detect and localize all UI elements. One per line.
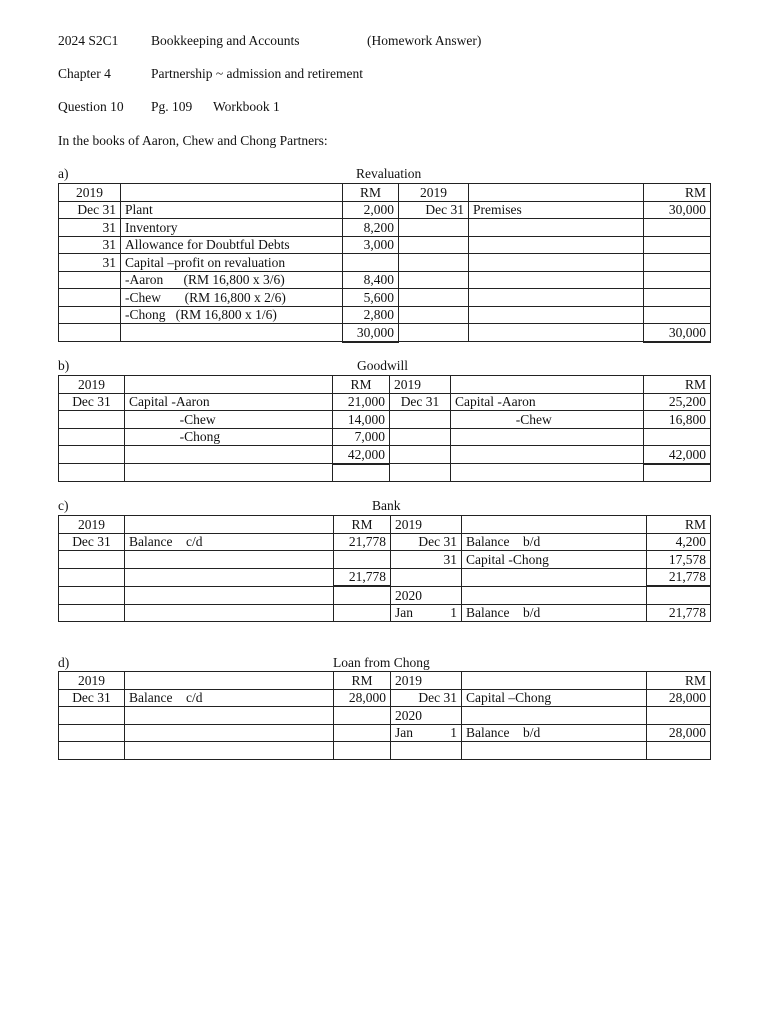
header-page: Pg. 109 (151, 99, 193, 114)
date-cell: 31 (59, 254, 121, 272)
amount-cell: 28,000 (647, 724, 711, 742)
table-row (59, 219, 711, 237)
date-cell: Dec 31 (59, 201, 121, 219)
table-row (59, 376, 711, 394)
table-row (59, 464, 711, 482)
year-cell: 2019 (59, 672, 125, 690)
total-row (59, 324, 711, 342)
amount-cell: 5,600 (343, 289, 399, 307)
amount-cell: 21,778 (334, 533, 391, 551)
desc-cell: -Chew (125, 411, 333, 429)
header-workbook: Workbook 1 (213, 99, 280, 114)
year-cell: 2019 (399, 184, 469, 202)
year-cell: 2020 (391, 707, 462, 725)
table-row (59, 707, 711, 725)
amount-cell (343, 254, 399, 272)
rm-header: RM (343, 184, 399, 202)
desc-cell: Balance c/d (125, 689, 334, 707)
year-cell: 2019 (59, 516, 125, 534)
amount-cell: 7,000 (333, 428, 390, 446)
table-row (59, 516, 711, 534)
table-row (59, 724, 711, 742)
date-cell: Dec 31 (59, 533, 125, 551)
desc-cell: Capital -Chong (462, 551, 647, 569)
table-row (59, 742, 711, 760)
table-row (59, 289, 711, 307)
part-c-label: c) (58, 498, 69, 513)
year-cell: 2019 (390, 376, 451, 394)
table-row (59, 428, 711, 446)
desc-cell: -Chew (451, 411, 644, 429)
table-row (59, 604, 711, 622)
table-row (59, 533, 711, 551)
day: 1 (450, 605, 457, 621)
total-row (59, 568, 711, 586)
date-cell: Dec 31 (59, 689, 125, 707)
total-debit: 42,000 (333, 446, 390, 464)
desc-cell: Capital -Aaron (125, 393, 333, 411)
revaluation-account (58, 183, 711, 343)
table-row (59, 672, 711, 690)
amount-cell: 8,200 (343, 219, 399, 237)
date-cell: Dec 31 (59, 393, 125, 411)
desc-cell: Balance c/d (125, 533, 334, 551)
amount-cell: 16,800 (644, 411, 711, 429)
table-row (59, 184, 711, 202)
desc-cell: -Chong (RM 16,800 x 1/6) (121, 306, 343, 324)
desc-cell: Balance b/d (462, 533, 647, 551)
desc-cell: Premises (469, 201, 644, 219)
amount-cell: 30,000 (644, 201, 711, 219)
amount-cell: 28,000 (334, 689, 391, 707)
date-cell (391, 724, 462, 742)
desc-cell: Capital –Chong (462, 689, 647, 707)
rm-header: RM (647, 672, 711, 690)
rm-header: RM (334, 672, 391, 690)
desc-cell: Inventory (121, 219, 343, 237)
header-chapter: Chapter 4 (58, 66, 111, 81)
amount-cell: 21,778 (647, 604, 711, 622)
total-debit: 30,000 (343, 324, 399, 342)
rm-header: RM (334, 516, 391, 534)
date-cell: Dec 31 (391, 689, 462, 707)
rm-header: RM (647, 516, 711, 534)
loan-account (58, 671, 711, 760)
desc-cell: Balance b/d (462, 724, 647, 742)
header-note: (Homework Answer) (367, 33, 482, 48)
loan-title: Loan from Chong (333, 655, 430, 670)
part-d-label: d) (58, 655, 70, 670)
header-question: Question 10 (58, 99, 124, 114)
rm-header: RM (644, 184, 711, 202)
amount-cell: 21,000 (333, 393, 390, 411)
amount-cell: 28,000 (647, 689, 711, 707)
total-credit: 42,000 (644, 446, 711, 464)
desc-cell: Capital -Aaron (451, 393, 644, 411)
desc-cell: Plant (121, 201, 343, 219)
header-topic: Partnership ~ admission and retirement (151, 66, 364, 81)
desc-cell: -Aaron (RM 16,800 x 3/6) (121, 271, 343, 289)
date-cell: Dec 31 (391, 533, 462, 551)
desc-cell: -Chew (RM 16,800 x 2/6) (121, 289, 343, 307)
year-cell: 2020 (391, 586, 462, 604)
date-cell: 31 (59, 219, 121, 237)
total-credit: 30,000 (644, 324, 711, 342)
bank-title: Bank (372, 498, 401, 513)
month: Jan (395, 725, 413, 741)
year-cell: 2019 (391, 672, 462, 690)
total-row (59, 446, 711, 464)
amount-cell: 25,200 (644, 393, 711, 411)
table-row (59, 411, 711, 429)
date-cell: 31 (391, 551, 462, 569)
revaluation-title: Revaluation (356, 166, 422, 181)
amount-cell: 2,800 (343, 306, 399, 324)
part-b-label: b) (58, 358, 70, 373)
rm-header: RM (333, 376, 390, 394)
amount-cell: 2,000 (343, 201, 399, 219)
header-code: 2024 S2C1 (58, 33, 119, 48)
year-cell: 2019 (391, 516, 462, 534)
table-row (59, 551, 711, 569)
desc-cell: Capital –profit on revaluation (121, 254, 343, 272)
total-debit: 21,778 (334, 568, 391, 586)
total-credit: 21,778 (647, 568, 711, 586)
table-row (59, 306, 711, 324)
table-row (59, 393, 711, 411)
date-cell: Dec 31 (399, 201, 469, 219)
desc-cell: Balance b/d (462, 604, 647, 622)
table-row (59, 254, 711, 272)
table-row (59, 236, 711, 254)
amount-cell: 4,200 (647, 533, 711, 551)
amount-cell: 14,000 (333, 411, 390, 429)
table-row (59, 271, 711, 289)
table-row (59, 201, 711, 219)
table-row (59, 689, 711, 707)
header-subject: Bookkeeping and Accounts (151, 33, 300, 48)
year-cell: 2019 (59, 376, 125, 394)
rm-header: RM (644, 376, 711, 394)
amount-cell: 8,400 (343, 271, 399, 289)
goodwill-account (58, 375, 711, 482)
date-cell: 31 (59, 236, 121, 254)
amount-cell: 17,578 (647, 551, 711, 569)
date-cell: Dec 31 (390, 393, 451, 411)
part-a-label: a) (58, 166, 69, 181)
bank-account (58, 515, 711, 622)
intro-text: In the books of Aaron, Chew and Chong Partners: (58, 133, 328, 148)
month: Jan (395, 605, 413, 621)
day: 1 (450, 725, 457, 741)
date-cell (391, 604, 462, 622)
desc-cell: -Chong (125, 428, 333, 446)
amount-cell: 3,000 (343, 236, 399, 254)
goodwill-title: Goodwill (357, 358, 409, 373)
year-cell: 2019 (59, 184, 121, 202)
table-row (59, 586, 711, 604)
desc-cell: Allowance for Doubtful Debts (121, 236, 343, 254)
